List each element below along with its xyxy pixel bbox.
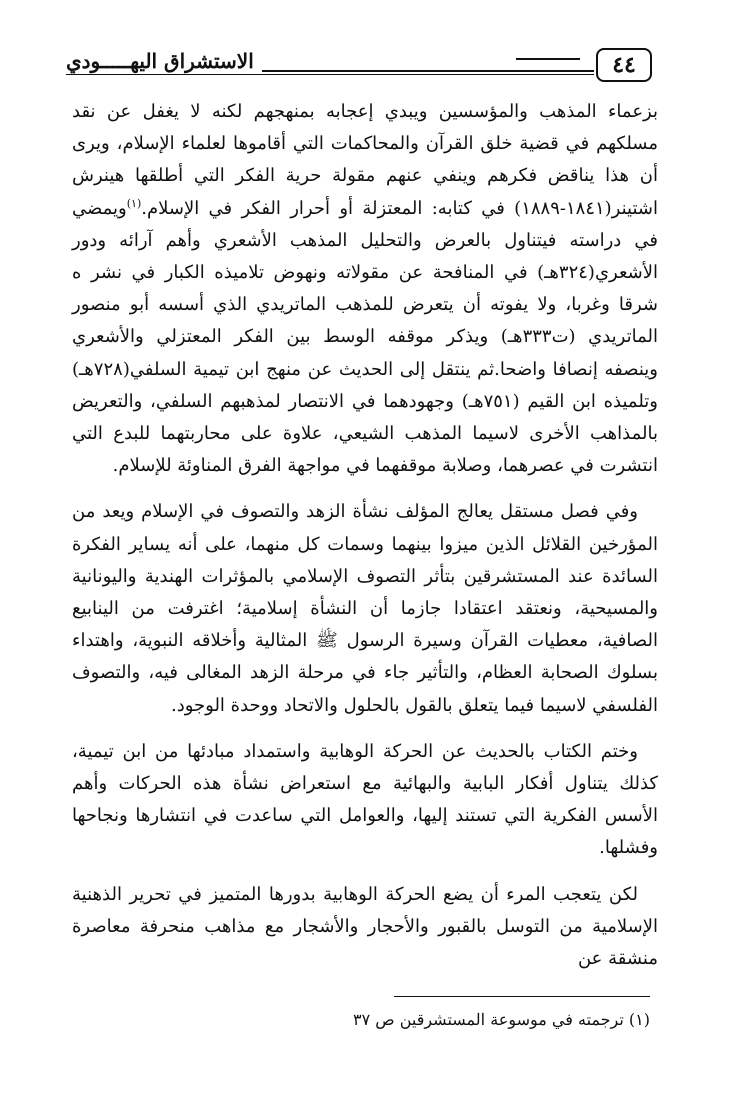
paragraph-1-text-b: ويمضي في دراسته فيتناول بالعرض والتحليل المذهب الأشعري وأهم آرائه ودور الأشعري(٣٢٤هـ) في المنافحة عن مقولاته ونهوض تلاميذه الكبار في نشر ه شرقا وغربا، ولا يفوته أن يتعرض للمذهب الماتريدي الذي أسسه أبو منصور الماتريدي (ت٣٣٣هـ) ويذكر موقفه الوسط بين الفكر المعتزلي والأشعري وينصفه إنصافا واضحا.ثم ينتقل إلى الحديث عن منهج ابن تيمية السلفي(٧٢٨هـ) وتلميذه ابن القيم (٧٥١هـ) وجهودهما في الانتصار لمذهبهم السلفي، والتعريض بالمذاهب الأخرى لاسيما المذهب الشيعي، علاوة على محاربتهما للبدع التي انتشرت في عصرهما، وصلابة موقفهما في مواجهة الفرق المناوئة للإسلام. (72, 197, 658, 477)
body-text (72, 96, 658, 975)
paragraph-4: لكن يتعجب المرء أن يضع الحركة الوهابية بدورها المتميز في تحرير الذهنية الإسلامية من التوسل بالقبور والأحجار والأشجار مع مذاهب منحرفة معاصرة منشقة عن (72, 883, 658, 970)
paragraph-3: وختم الكتاب بالحديث عن الحركة الوهابية واستمداد مبادئها من ابن تيمية، كذلك يتناول أفكار البابية والبهائية مع استعراض نشأة هذه الحركات وأهم الأسس الفكرية التي تستند إليها، والعوامل التي ساعدت في انتشارها ونجاحها وفشلها. (72, 740, 658, 859)
running-title: الاستشراق اليهـــــودي (66, 50, 262, 72)
paragraph-2: وفي فصل مستقل يعالج المؤلف نشأة الزهد والتصوف في الإسلام ويعد من المؤرخين القلائل الذين ميزوا بينهما وسمات كل منهما، على أنه يساير الفكرة السائدة عند المستشرقين بتأثر التصوف الإسلامي بالمؤثرات الهندية واليونانية والمسيحية، ونعتقد اعتقادا جازما أن النشأة إسلامية؛ اغترفت من الينابيع الصافية، معطيات القرآن وسيرة الرسول ﷺ المثالية وأخلاقه النبوية، واهتداء بسلوك الصحابة العظام، والتأثير جاء في مرحلة الزهد المغالى فيه، والتصوف الفلسفي لاسيما فيما يتعلق بالقول بالحلول والاتحاد ووحدة الوجود. (72, 501, 658, 716)
header-rule-thin (66, 74, 594, 75)
paragraph-1 (72, 96, 658, 482)
footnote-1: (١) ترجمته في موسوعة المستشرقين ص ٣٧ (352, 1010, 650, 1029)
page-header (66, 48, 652, 88)
footnote-separator (394, 996, 650, 997)
header-dash-rule (516, 58, 580, 60)
paragraph-1-text-a: بزعماء المذهب والمؤسسين ويبدي إعجابه بمنهجهم لكنه لا يغفل عن نقد مسلكهم في قضية خلق القرآن والمحاكمات التي أقاموها لعلماء الإسلام، ويرى أن هذا يناقض فكرهم وينفي عنهم مقولة حرية الفكر التي أطلقها هينرش اشتينر(١٨٤١-١٨٨٩) في كتابه: المعتزلة أو أحرار الفكر في الإسلام. (72, 101, 658, 219)
footnote-ref-1[interactable]: (١) (126, 196, 142, 210)
page-number: ٤٤ (596, 48, 652, 82)
